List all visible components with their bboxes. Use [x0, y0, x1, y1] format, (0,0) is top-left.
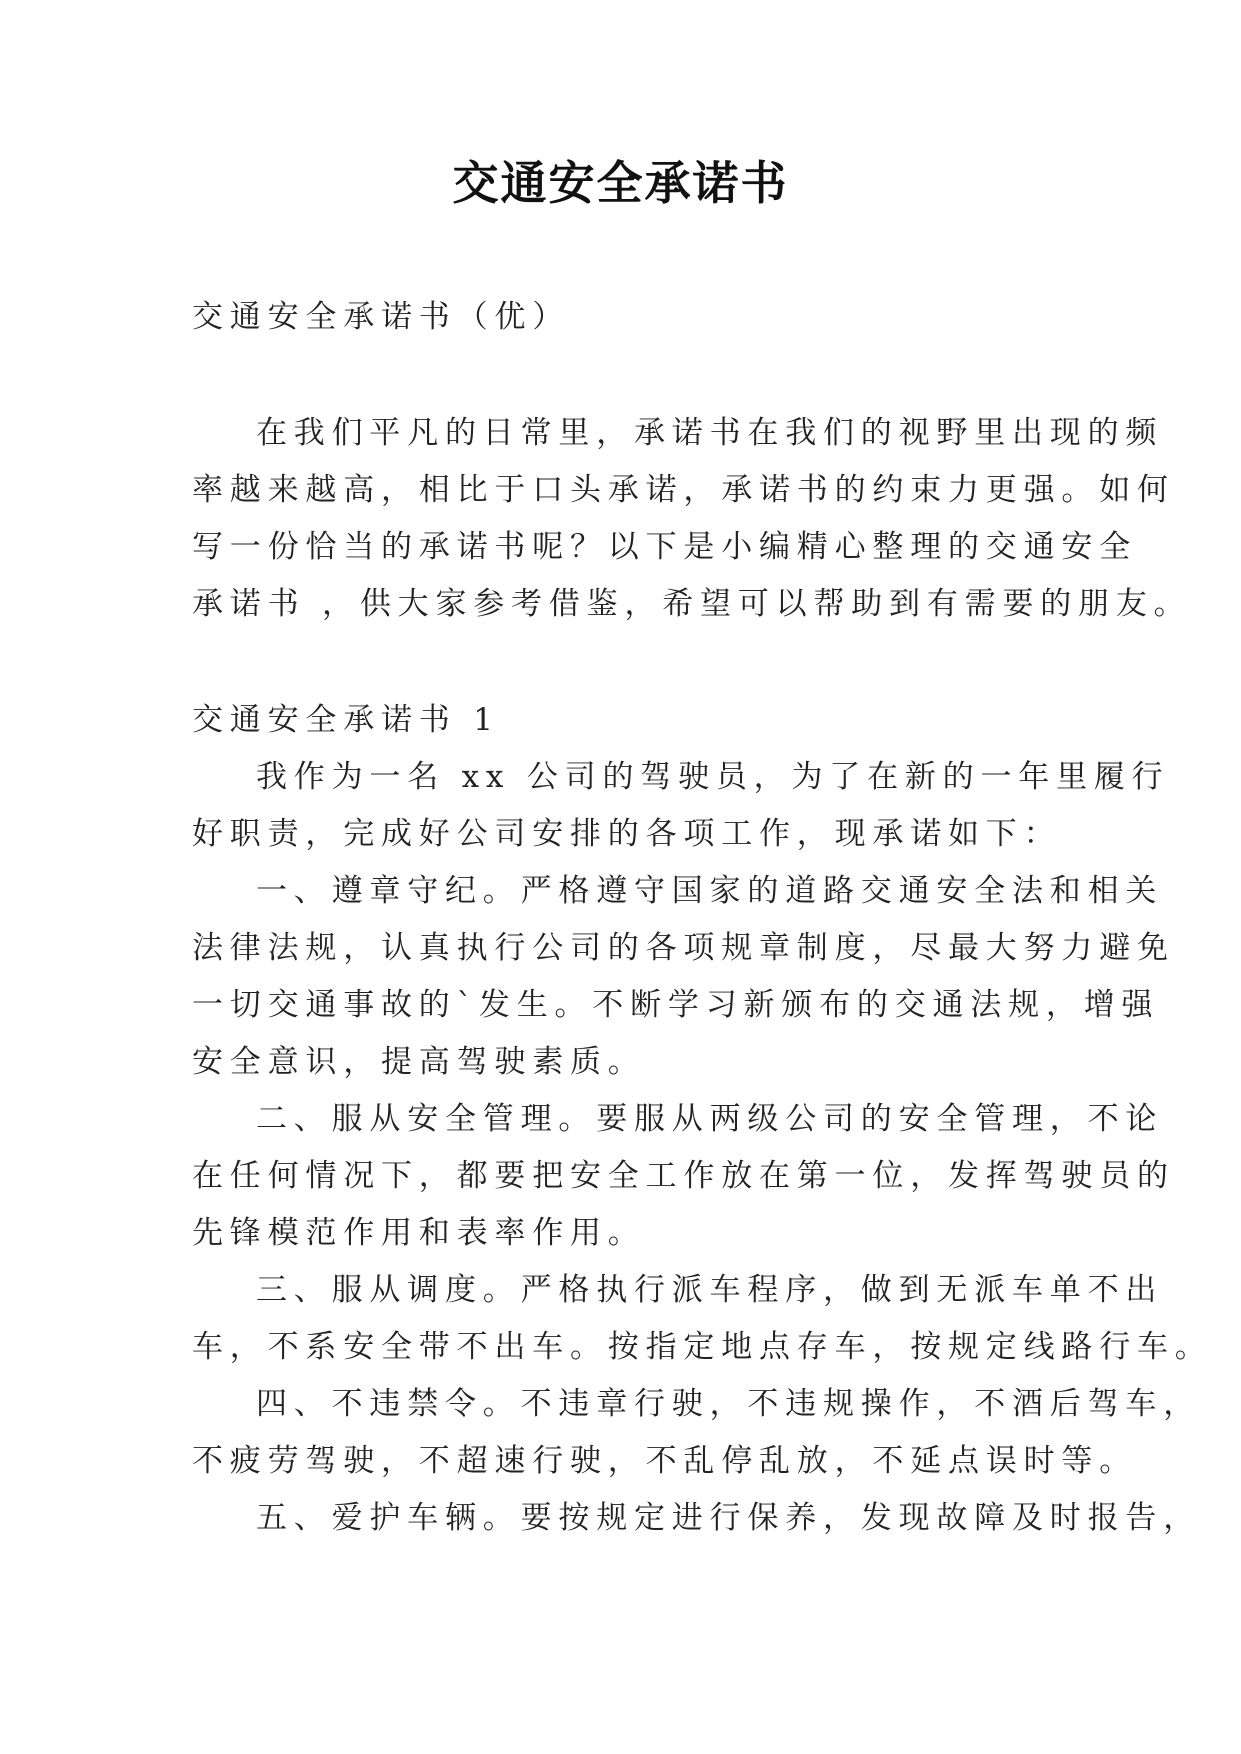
- intro-line-2: 率越来越高，相比于口头承诺，承诺书的约束力更强。如何: [192, 472, 1175, 508]
- body-line-10: 三、服从调度。严格执行派车程序，做到无派车单不出: [256, 1272, 1164, 1308]
- body-line-9: 先锋模范作用和表率作用。: [192, 1215, 646, 1251]
- body-line-12: 四、不违禁令。不违章行驶，不违规操作，不酒后驾车，: [256, 1386, 1201, 1422]
- body-line-6: 安全意识，提高驾驶素质。: [192, 1044, 646, 1080]
- body-line-2: 好职责，完成好公司安排的各项工作，现承诺如下：: [192, 816, 1062, 852]
- body-line-11: 车，不系安全带不出车。按指定地点存车，按规定线路行车。: [192, 1329, 1213, 1365]
- section-heading: 交通安全承诺书 1: [192, 702, 500, 738]
- intro-line-1: 在我们平凡的日常里，承诺书在我们的视野里出现的频: [256, 415, 1164, 451]
- body-line-7: 二、服从安全管理。要服从两级公司的安全管理，不论: [256, 1101, 1164, 1137]
- body-line-4: 法律法规，认真执行公司的各项规章制度，尽最大努力避免: [192, 930, 1175, 966]
- body-line-5: 一切交通事故的`发生。不断学习新颁布的交通法规，增强: [192, 987, 1160, 1023]
- document-title: 交通安全承诺书: [452, 156, 789, 210]
- intro-line-4: 承诺书 ，供大家参考借鉴，希望可以帮助到有需要的朋友。: [192, 586, 1192, 622]
- body-line-14: 五、爱护车辆。要按规定进行保养，发现故障及时报告，: [256, 1500, 1201, 1536]
- intro-line-3: 写一份恰当的承诺书呢？以下是小编精心整理的交通安全: [192, 529, 1137, 565]
- body-line-1: 我作为一名 xx 公司的驾驶员，为了在新的一年里履行: [256, 759, 1170, 795]
- document-subtitle: 交通安全承诺书（优）: [192, 299, 570, 335]
- body-line-13: 不疲劳驾驶，不超速行驶，不乱停乱放，不延点误时等。: [192, 1443, 1137, 1479]
- body-line-8: 在任何情况下，都要把安全工作放在第一位，发挥驾驶员的: [192, 1158, 1175, 1194]
- body-line-3: 一、遵章守纪。严格遵守国家的道路交通安全法和相关: [256, 873, 1164, 909]
